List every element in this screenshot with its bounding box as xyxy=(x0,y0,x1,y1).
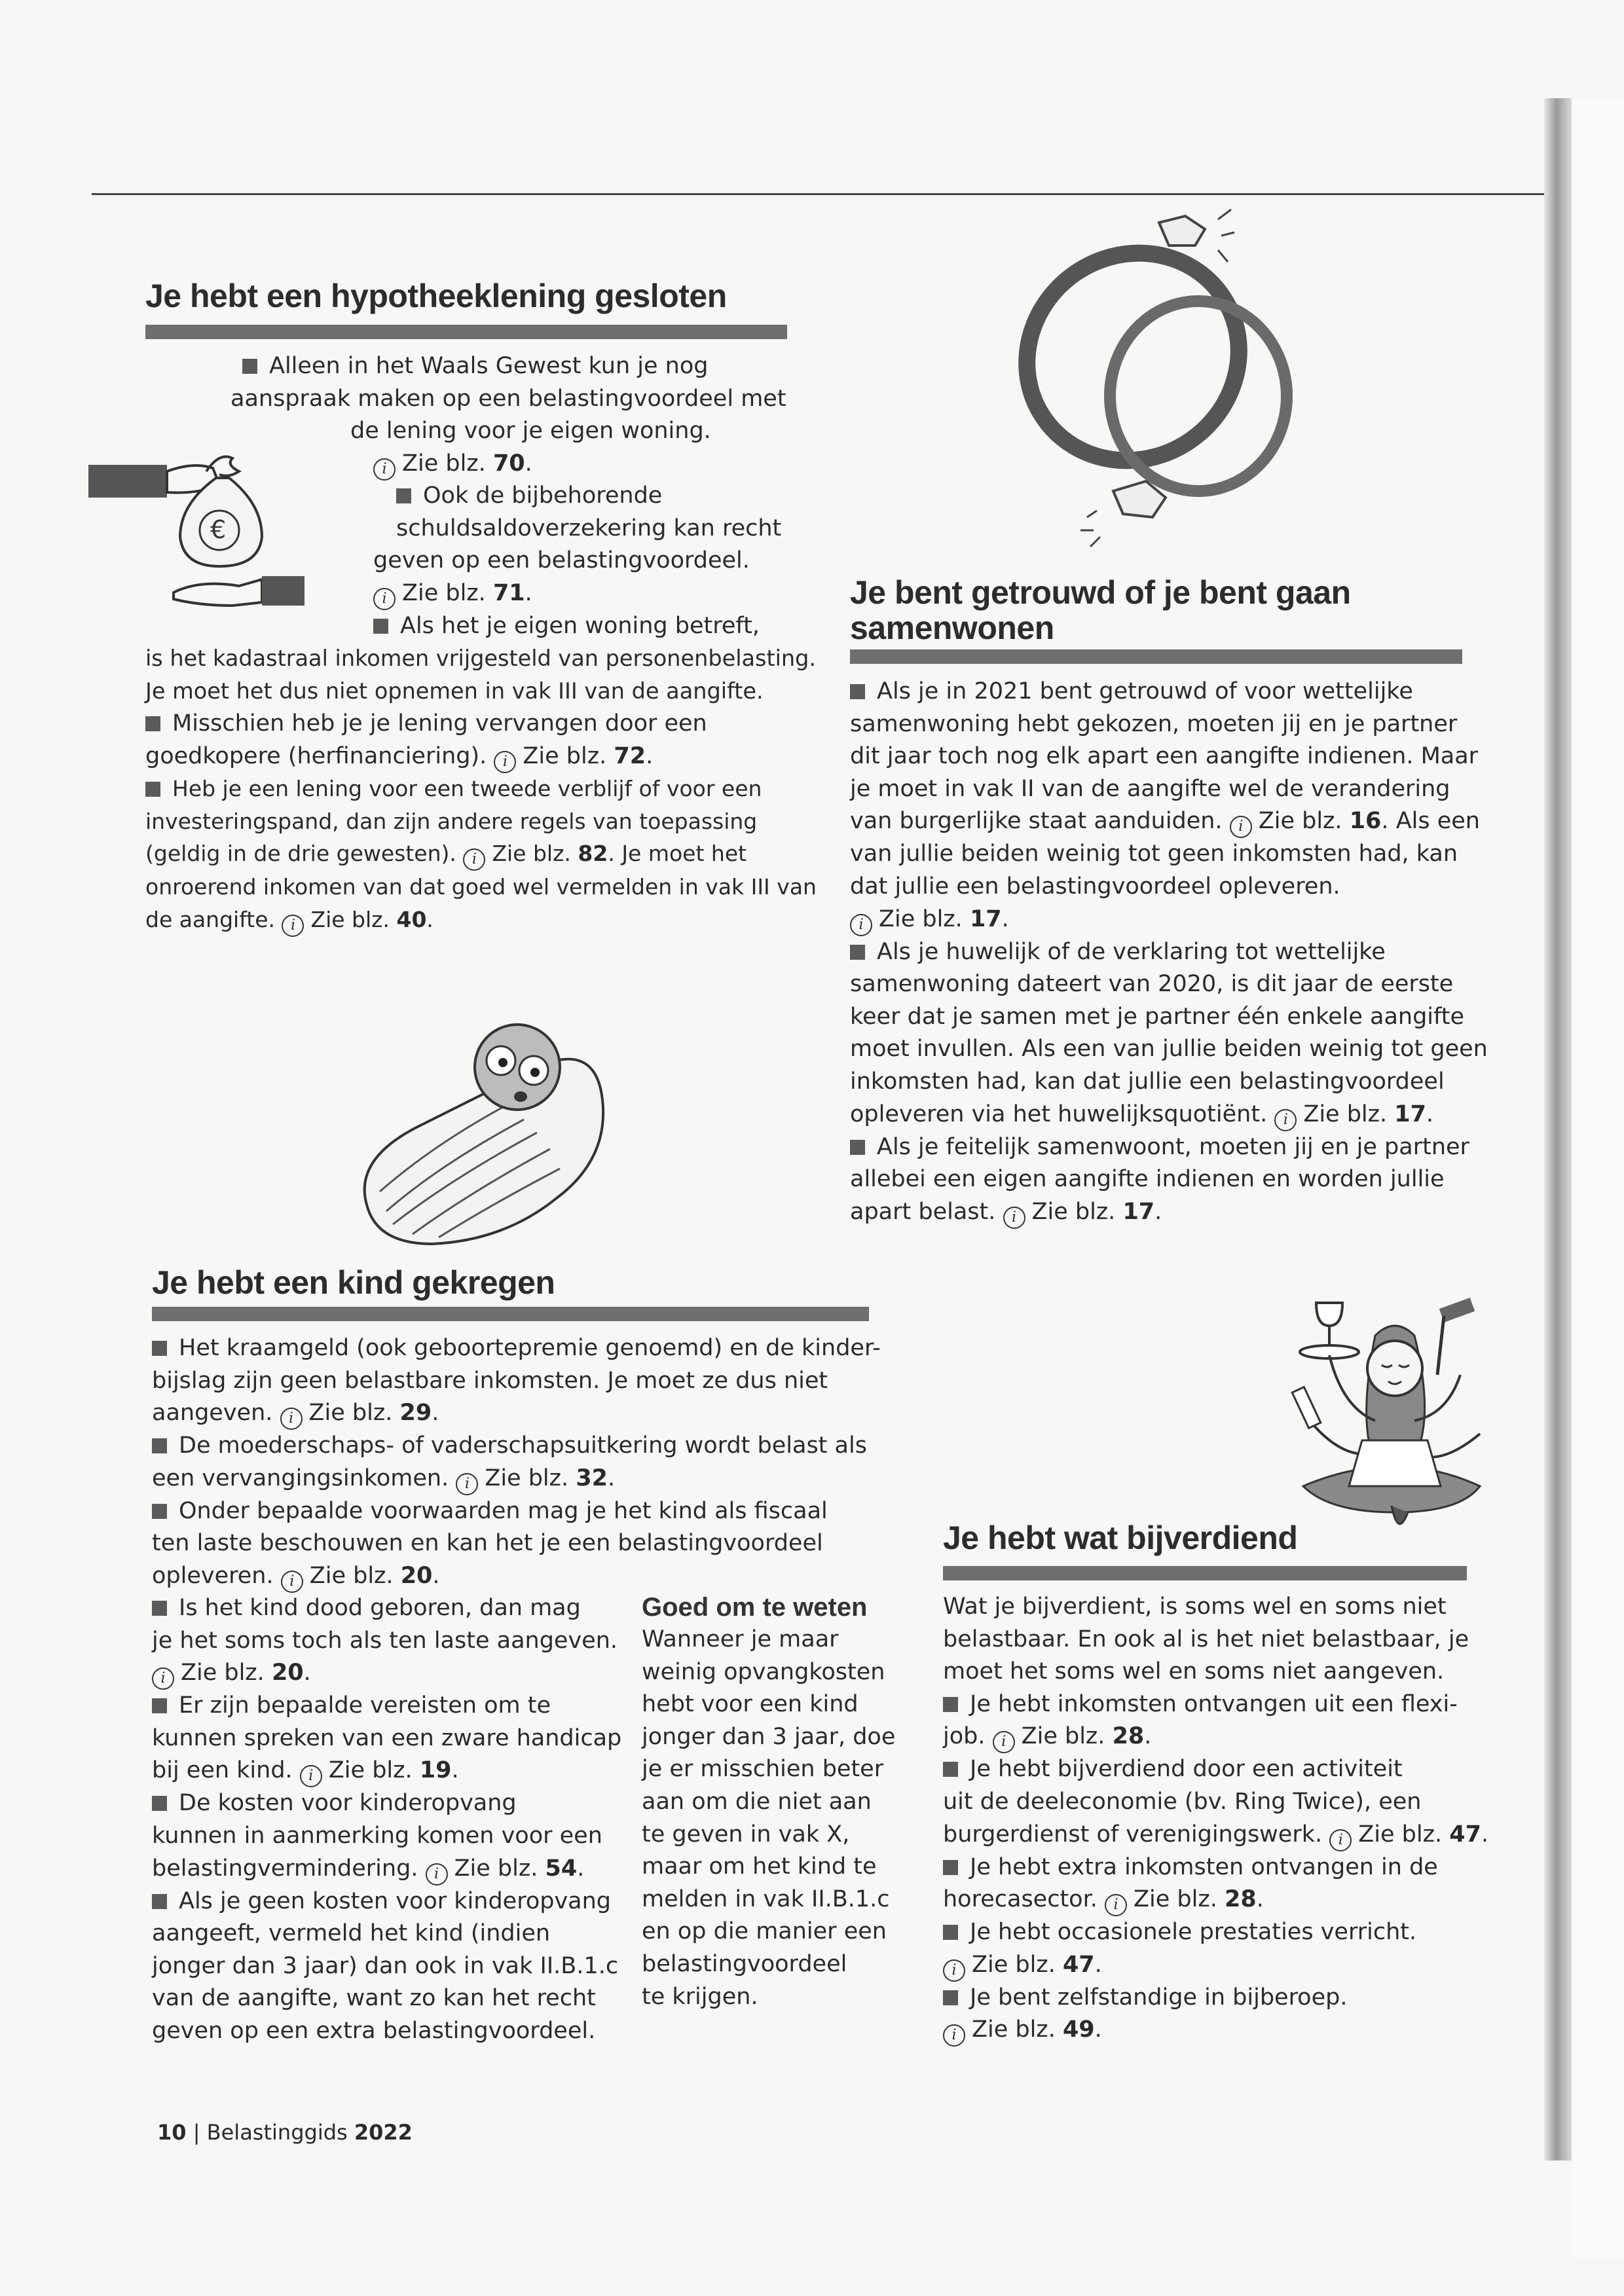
square-bullet-icon xyxy=(943,1860,958,1875)
text-line: aangeeft, vermeld het kind (indien xyxy=(152,1920,551,1947)
hypotheek-b2-cont xyxy=(396,513,781,545)
info-circle-icon: i xyxy=(1329,1829,1352,1851)
text-line: geven op een belastingvoordeel. xyxy=(373,547,750,574)
section-title-kind: Je hebt een kind gekregen xyxy=(152,1264,555,1301)
info-circle-icon: i xyxy=(943,2024,965,2047)
text-line: een vervangingsinkomen. xyxy=(152,1465,449,1491)
square-bullet-icon xyxy=(850,1140,865,1155)
square-bullet-icon xyxy=(152,1438,167,1453)
page-ref: 49 xyxy=(1062,2016,1095,2043)
info-circle-icon: i xyxy=(426,1863,448,1886)
ref-label: Zie blz. xyxy=(402,450,486,477)
page-ref: 70 xyxy=(492,450,525,477)
hypotheek-b2-ref: i Zie blz. 71. xyxy=(373,577,532,610)
text-line: Als het je eigen woning betreft, xyxy=(400,613,760,639)
page-ref: 54 xyxy=(545,1855,578,1882)
sidebar-body xyxy=(642,1624,895,2013)
page-ref: 28 xyxy=(1112,1723,1145,1750)
text-line: te geven in vak X, xyxy=(642,1821,850,1848)
square-bullet-icon xyxy=(943,1762,958,1777)
publication-title: Belastinggids xyxy=(206,2120,348,2145)
square-bullet-icon xyxy=(850,945,865,960)
info-circle-icon: i xyxy=(1230,816,1252,838)
section-title-hypotheek: Je hebt een hypotheeklening gesloten xyxy=(145,278,727,314)
text-line: bijslag zijn geen belastbare inkomsten. Je moet ze dus niet xyxy=(152,1367,828,1394)
page-ref: 17 xyxy=(1122,1198,1155,1225)
text-line: horecasector. xyxy=(943,1886,1098,1913)
ref-label: Zie blz. xyxy=(181,1660,265,1686)
page-ref: 17 xyxy=(969,905,1002,932)
text-line: Je hebt extra inkomsten ontvangen in de xyxy=(970,1853,1438,1880)
text-fragment: Als een xyxy=(1395,808,1480,835)
text-line: maar om het kind te xyxy=(642,1853,877,1880)
wedding-rings-illustration xyxy=(1008,203,1310,570)
square-bullet-icon xyxy=(152,1601,167,1616)
text-line: van jullie beiden weinig tot geen inkomsten had, kan xyxy=(850,841,1458,867)
text-line: (geldig in de drie gewesten). xyxy=(145,841,456,867)
hypotheek-b2 xyxy=(396,480,662,513)
header-rule xyxy=(92,193,1611,195)
bijverdiend-body: Wat je bijverdient, is soms wel en soms niet belastbaar. En ook al is het niet belastbaar, je moet het soms wel en soms niet aangeven. Je hebt inkomsten ontvangen uit een flexi- job. i Zie blz. 28. Je hebt bijverdiend door een activiteit uit de deeleconomie (bv. Ring Twice), een burgerdienst of verenigingswerk. i Zie blz. 47. Je hebt extra inkomsten ontvangen in de horecasector. i Zie blz. 28. Je hebt occasionele prestaties verricht. i Zie blz. 47. Je bent zelfstandige in bijberoep. i Zie blz. 49. xyxy=(943,1591,1488,2047)
hypotheek-b1-ref: i Zie blz. 70. xyxy=(373,448,532,481)
text-line: de lening voor je eigen woning. xyxy=(350,418,711,444)
square-bullet-icon xyxy=(152,1894,167,1909)
page-ref: 28 xyxy=(1225,1886,1257,1913)
square-bullet-icon xyxy=(152,1341,167,1356)
section-bar xyxy=(850,649,1462,664)
text-line: dat jullie een belastingvoordeel opleveren. xyxy=(850,873,1340,900)
hypotheek-b1-cont xyxy=(231,383,786,416)
text-line: opleveren via het huwelijksquotiënt. xyxy=(850,1101,1268,1127)
info-circle-icon: i xyxy=(300,1765,322,1787)
text-line: hebt voor een kind xyxy=(642,1691,858,1718)
text-line: Er zijn bepaalde vereisten om te xyxy=(179,1692,551,1719)
text-line: apart belast. xyxy=(850,1198,996,1225)
square-bullet-icon xyxy=(373,619,388,634)
page-ref: 82 xyxy=(578,841,608,867)
info-circle-icon: i xyxy=(494,751,516,773)
text-line: kunnen spreken van een zware handicap xyxy=(152,1724,622,1751)
multitasking-woman-illustration xyxy=(1290,1290,1486,1552)
text-line: Als je feitelijk samenwoont, moeten jij en je partner xyxy=(877,1133,1469,1160)
text-line: onroerend inkomen van dat goed wel vermelden in vak III van xyxy=(145,874,817,900)
text-line: belastbaar. En ook al is het niet belastbaar, je xyxy=(943,1626,1469,1652)
text-line: van burgerlijke staat aanduiden. xyxy=(850,808,1223,835)
square-bullet-icon xyxy=(152,1796,167,1811)
ref-label: Zie blz. xyxy=(308,1400,393,1427)
square-bullet-icon xyxy=(242,359,257,374)
text-line: job. xyxy=(943,1723,986,1750)
publication-year: 2022 xyxy=(354,2120,413,2145)
info-circle-icon: i xyxy=(463,848,485,871)
text-line: Alleen in het Waals Gewest kun je nog xyxy=(269,353,709,379)
hypotheek-b3-cont xyxy=(145,642,816,707)
page-ref: 71 xyxy=(492,580,525,606)
text-line: belastingvermindering. xyxy=(152,1855,418,1882)
text-line: ten laste beschouwen en kan het je een belastingvoordeel xyxy=(152,1530,823,1557)
square-bullet-icon xyxy=(850,684,865,699)
page-ref: 40 xyxy=(396,906,427,932)
text-line: weinig opvangkosten xyxy=(642,1658,885,1685)
ref-label: Zie blz. xyxy=(1021,1723,1105,1750)
svg-text:€: € xyxy=(210,515,227,544)
ref-label: Zie blz. xyxy=(1031,1198,1116,1225)
ref-label: Zie blz. xyxy=(402,580,486,606)
text-line: Je hebt occasionele prestaties verricht. xyxy=(970,1919,1417,1946)
text-line: moet invullen. Als een van jullie beiden weinig tot geen xyxy=(850,1036,1488,1063)
section-bar xyxy=(152,1307,869,1321)
baby-illustration xyxy=(341,1015,622,1257)
text-line: geven op een extra belastingvoordeel. xyxy=(152,2017,596,2044)
info-circle-icon: i xyxy=(152,1667,174,1690)
text-line: samenwoning hebt gekozen, moeten jij en je partner xyxy=(850,710,1458,737)
text-line: belastingvoordeel xyxy=(642,1950,847,1977)
hypotheek-b1 xyxy=(242,350,709,383)
info-circle-icon: i xyxy=(1003,1207,1025,1229)
text-line: Wat je bijverdient, is soms wel en soms niet xyxy=(943,1594,1447,1620)
sidebar-title: Goed om te weten xyxy=(642,1593,868,1622)
info-circle-icon: i xyxy=(373,458,396,481)
square-bullet-icon xyxy=(943,1925,958,1940)
ref-label: Zie blz. xyxy=(879,905,963,932)
kind-body-left: Is het kind dood geboren, dan mag je het soms toch als ten laste aangeven. i Zie blz. 20. Er zijn bepaalde vereisten om te kunnen spreken van een zware handicap bij een kind. i Zie blz. 19. De kosten voor kinderopvang kunnen in aanmerking komen voor een belastingvermindering. i Zie blz. 54. Als je geen kosten voor kinderopvang aangeeft, vermeld het kind (indien jonger dan 3 jaar) dan ook in vak II.B.1.c van de aangifte, want zo kan het recht geven op een extra belastingvoordeel. xyxy=(152,1592,621,2048)
text-line: Het kraamgeld (ook geboortepremie genoemd) en de kinder- xyxy=(179,1335,881,1361)
footer-separator: | xyxy=(186,2120,207,2145)
ref-label: Zie blz. xyxy=(972,1951,1056,1978)
square-bullet-icon xyxy=(145,782,160,797)
info-circle-icon: i xyxy=(993,1731,1015,1753)
text-line: allebei een eigen aangifte indienen en worden jullie xyxy=(850,1166,1445,1193)
text-line: inkomsten had, kan dat jullie een belastingvoordeel xyxy=(850,1068,1445,1095)
info-circle-icon: i xyxy=(280,1408,303,1430)
ref-label: Zie blz. xyxy=(1358,1821,1443,1848)
info-circle-icon: i xyxy=(456,1473,478,1495)
page-ref: 19 xyxy=(419,1757,452,1784)
square-bullet-icon xyxy=(145,716,160,731)
title-line: Je bent getrouwd of je bent gaan xyxy=(850,574,1351,611)
page-ref: 47 xyxy=(1449,1821,1481,1848)
ref-label: Zie blz. xyxy=(310,906,390,932)
money-bag-illustration xyxy=(88,445,350,622)
info-circle-icon: i xyxy=(850,914,872,936)
square-bullet-icon xyxy=(396,488,411,503)
info-circle-icon: i xyxy=(1105,1894,1127,1916)
text-line: Je hebt inkomsten ontvangen uit een flexi- xyxy=(970,1690,1458,1717)
text-line: melden in vak II.B.1.c xyxy=(642,1886,890,1912)
page-footer xyxy=(157,2120,413,2145)
text-line: Wanneer je maar xyxy=(642,1626,839,1652)
info-circle-icon: i xyxy=(281,1571,303,1593)
text-line: aangeven. xyxy=(152,1400,273,1427)
text-line: je er misschien beter xyxy=(642,1756,884,1783)
text-line: burgerdienst of verenigingswerk. xyxy=(943,1821,1323,1848)
text-line: De kosten voor kinderopvang xyxy=(179,1790,517,1817)
hypotheek-b4: Misschien heb je je lening vervangen door een goedkopere (herfinanciering). i Zie blz. 72. xyxy=(145,708,707,773)
text-line: schuldsaldoverzekering kan recht xyxy=(396,515,782,541)
ref-label: Zie blz. xyxy=(523,742,607,769)
goed-om-te-weten-box xyxy=(642,1591,895,2013)
text-line: investeringspand, dan zijn andere regels van toepassing xyxy=(145,808,758,834)
text-fragment: Je moet het xyxy=(621,841,747,867)
text-line: Misschien heb je je lening vervangen door een xyxy=(172,710,707,737)
page-margin xyxy=(1572,98,1624,2259)
text-line: van de aangifte, want zo kan het recht xyxy=(152,1985,596,2012)
page-number: 10 xyxy=(157,2120,187,2145)
section-bar xyxy=(145,325,787,339)
text-line: samenwoning dateert van 2020, is dit jaar de eerste xyxy=(850,971,1454,998)
text-line: Je hebt bijverdiend door een activiteit xyxy=(970,1756,1403,1783)
text-line: jonger dan 3 jaar) dan ook in vak II.B.1.c xyxy=(152,1952,619,1979)
page-ref: 20 xyxy=(400,1562,433,1589)
ref-label: Zie blz. xyxy=(1258,808,1342,835)
page-ref: 20 xyxy=(271,1660,304,1686)
ref-label: Zie blz. xyxy=(309,1562,394,1589)
hypotheek-b2-cont2 xyxy=(373,545,750,577)
page-ref: 32 xyxy=(576,1465,608,1491)
text-line: de aangifte. xyxy=(145,906,275,932)
section-bar xyxy=(943,1566,1467,1580)
page-ref: 16 xyxy=(1349,808,1382,835)
section-title-getrouwd xyxy=(850,575,1351,646)
page-ref: 29 xyxy=(399,1400,432,1427)
text-line: keer dat je samen met je partner één enkele aangifte xyxy=(850,1003,1464,1030)
ref-label: Zie blz. xyxy=(1134,1886,1217,1913)
page-ref: 17 xyxy=(1394,1101,1427,1127)
square-bullet-icon xyxy=(943,1990,958,2005)
text-line: bij een kind. xyxy=(152,1757,293,1784)
ref-label: Zie blz. xyxy=(972,2016,1056,2043)
text-line: Als je in 2021 bent getrouwd of voor wettelijke xyxy=(877,678,1413,704)
title-line: samenwonen xyxy=(850,610,1054,646)
text-line: Als je geen kosten voor kinderopvang xyxy=(179,1887,612,1914)
ref-label: Zie blz. xyxy=(492,841,571,867)
kind-body-top: Het kraamgeld (ook geboortepremie genoemd) en de kinder- bijslag zijn geen belastbare inkomsten. Je moet ze dus niet aangeven. i Zie blz. 29. De moederschaps- of vaderschapsuitkering wordt belast als een vervangingsinkomen. i Zie blz. 32. Onder bepaalde voorwaarden mag je het kind als fiscaal ten laste beschouwen en kan het je een belastingvoordeel opleveren. i Zie blz. 20. xyxy=(152,1332,881,1593)
text-line: Je moet het dus niet opnemen in vak III van de aangifte. xyxy=(145,678,764,704)
getrouwd-body: Als je in 2021 bent getrouwd of voor wettelijke samenwoning hebt gekozen, moeten jij en je partner dit jaar toch nog elk apart een aangifte indienen. Maar je moet in vak II van de aangifte wel de verandering van burgerlijke staat aanduiden. i Zie blz. 16. Als een van jullie beiden weinig tot geen inkomsten had, kan dat jullie een belastingvoordeel opleveren. i Zie blz. 17. Als je huwelijk of de verklaring tot wettelijke samenwoning dateert van 2020, is dit jaar de eerste keer dat je samen met je partner één enkele aangifte moet invullen. Als een van jullie beiden weinig tot geen inkomsten had, kan dat jullie een belastingvoordeel opleveren via het huwelijksquotiënt. i Zie blz. 17. Als je feitelijk samenwoont, moeten jij en je partner allebei een eigen aangifte indienen en worden jullie apart belast. i Zie blz. 17. xyxy=(850,676,1488,1229)
square-bullet-icon xyxy=(943,1697,958,1712)
text-line: jonger dan 3 jaar, doe xyxy=(642,1723,896,1750)
page-edge-shadow xyxy=(1544,98,1572,2160)
ref-label: Zie blz. xyxy=(328,1757,413,1784)
info-circle-icon: i xyxy=(282,915,304,937)
text-line: Je bent zelfstandige in bijberoep. xyxy=(970,1984,1348,2011)
text-line: je moet in vak II van de aangifte wel de verandering xyxy=(850,775,1450,802)
info-circle-icon: i xyxy=(1274,1109,1297,1131)
text-line: Ook de bijbehorende xyxy=(423,483,663,509)
text-line: Onder bepaalde voorwaarden mag je het kind als fiscaal xyxy=(179,1497,828,1524)
square-bullet-icon xyxy=(152,1698,167,1713)
info-circle-icon: i xyxy=(373,588,396,610)
text-line: is het kadastraal inkomen vrijgesteld van personenbelasting. xyxy=(145,646,817,671)
text-line: goedkopere (herfinanciering). xyxy=(145,742,487,769)
text-line: Als je huwelijk of de verklaring tot wettelijke xyxy=(877,938,1386,965)
ref-label: Zie blz. xyxy=(1303,1101,1388,1127)
text-line: aan om die niet aan xyxy=(642,1788,872,1815)
text-line: kunnen in aanmerking komen voor een xyxy=(152,1822,602,1849)
text-line: opleveren. xyxy=(152,1562,274,1589)
info-circle-icon: i xyxy=(943,1959,965,1982)
page-ref: 72 xyxy=(614,742,646,769)
text-line: dit jaar toch nog elk apart een aangifte indienen. Maar xyxy=(850,743,1479,770)
section-title-bijverdiend: Je hebt wat bijverdiend xyxy=(943,1520,1298,1556)
text-line: moet het soms wel en soms niet aangeven. xyxy=(943,1658,1445,1685)
text-line: Heb je een lening voor een tweede verblijf of voor een xyxy=(172,776,762,801)
text-line: te krijgen. xyxy=(642,1983,758,2010)
text-line: aanspraak maken op een belastingvoordeel met xyxy=(231,386,786,412)
ref-label: Zie blz. xyxy=(454,1855,538,1882)
ref-label: Zie blz. xyxy=(485,1465,569,1491)
text-line: je het soms toch als ten laste aangeven. xyxy=(152,1627,618,1654)
square-bullet-icon xyxy=(152,1504,167,1519)
text-line: uit de deeleconomie (bv. Ring Twice), een xyxy=(943,1788,1422,1815)
hypotheek-b1-cont2 xyxy=(350,415,711,448)
hypotheek-b3 xyxy=(373,610,760,643)
page-ref: 47 xyxy=(1062,1951,1095,1978)
text-line: De moederschaps- of vaderschapsuitkering wordt belast als xyxy=(179,1432,867,1459)
hypotheek-b5: Heb je een lening voor een tweede verblijf of voor een investeringspand, dan zijn andere regels van toepassing (geldig in de drie gewesten). i Zie blz. 82. Je moet het onroerend inkomen van dat goed wel vermelden in vak III van de aangifte. i Zie blz. 40. xyxy=(145,773,817,937)
text-line: Is het kind dood geboren, dan mag xyxy=(179,1595,581,1621)
text-line: en op die manier een xyxy=(642,1918,887,1945)
